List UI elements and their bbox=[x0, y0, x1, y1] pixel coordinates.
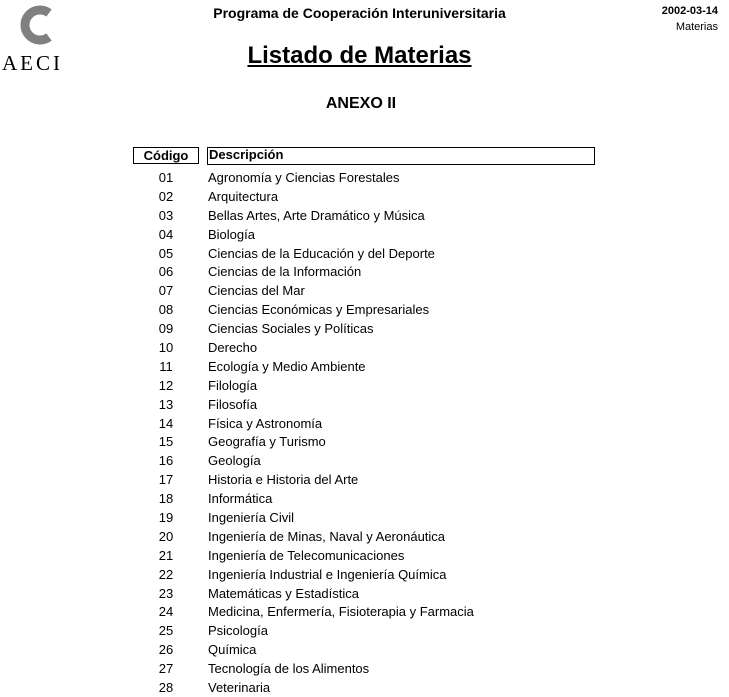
table-row bbox=[0, 565, 729, 584]
row-description: Historia e Historia del Arte bbox=[208, 472, 359, 488]
row-description: Informática bbox=[208, 491, 273, 507]
row-code: 09 bbox=[158, 321, 174, 337]
row-description: Ecología y Medio Ambiente bbox=[208, 358, 366, 374]
row-code: 25 bbox=[158, 623, 174, 639]
table-row bbox=[0, 546, 729, 565]
row-description: Ingeniería de Telecomunicaciones bbox=[208, 547, 405, 563]
row-description: Medicina, Enfermería, Fisioterapia y Farmacia bbox=[208, 604, 474, 620]
table-row bbox=[0, 225, 729, 244]
row-code: 07 bbox=[158, 283, 174, 299]
report-date: 2002-03-14 bbox=[661, 5, 718, 17]
row-code: 23 bbox=[158, 585, 174, 601]
column-header-description: Descripción bbox=[207, 147, 595, 165]
row-code: 04 bbox=[158, 226, 174, 242]
row-description: Ingeniería Industrial e Ingeniería Química bbox=[208, 566, 447, 582]
row-description: Ciencias del Mar bbox=[208, 283, 305, 299]
table-row bbox=[0, 395, 729, 414]
row-code: 26 bbox=[158, 642, 174, 658]
row-code: 03 bbox=[158, 207, 174, 223]
row-description: Bellas Artes, Arte Dramático y Música bbox=[208, 207, 425, 223]
table-row bbox=[0, 262, 729, 281]
table-row bbox=[0, 527, 729, 546]
table-row bbox=[0, 659, 729, 678]
row-code: 13 bbox=[158, 396, 174, 412]
row-code: 11 bbox=[159, 358, 173, 374]
table-row bbox=[0, 621, 729, 640]
table-row bbox=[0, 206, 729, 225]
logo-text: AECI bbox=[2, 51, 63, 75]
row-description: Ciencias de la Información bbox=[208, 264, 362, 280]
table-row bbox=[0, 319, 729, 338]
program-title: Programa de Cooperación Interuniversitaria bbox=[213, 5, 506, 21]
row-description: Tecnología de los Alimentos bbox=[208, 661, 370, 677]
row-code: 28 bbox=[158, 680, 174, 696]
row-description: Geología bbox=[208, 453, 261, 469]
row-description: Ingeniería Civil bbox=[208, 510, 294, 526]
row-code: 27 bbox=[158, 661, 174, 677]
row-description: Psicología bbox=[208, 623, 268, 639]
row-code: 15 bbox=[158, 434, 174, 450]
row-code: 08 bbox=[158, 302, 174, 318]
table-row bbox=[0, 489, 729, 508]
row-description: Ciencias Sociales y Políticas bbox=[208, 321, 374, 337]
table-row bbox=[0, 470, 729, 489]
table-row bbox=[0, 244, 729, 263]
table-row bbox=[0, 338, 729, 357]
row-code: 02 bbox=[158, 188, 174, 204]
row-description: Ingeniería de Minas, Naval y Aeronáutica bbox=[208, 528, 446, 544]
row-description: Física y Astronomía bbox=[208, 415, 323, 431]
table-row bbox=[0, 432, 729, 451]
table-row bbox=[0, 584, 729, 603]
table-row bbox=[0, 357, 729, 376]
row-description: Filosofía bbox=[208, 396, 258, 412]
row-code: 06 bbox=[158, 264, 174, 280]
table-row bbox=[0, 376, 729, 395]
row-description: Ciencias de la Educación y del Deporte bbox=[208, 245, 435, 261]
row-description: Matemáticas y Estadística bbox=[208, 585, 359, 601]
subject-list bbox=[0, 168, 729, 697]
row-code: 05 bbox=[158, 245, 174, 261]
table-row bbox=[0, 640, 729, 659]
row-code: 16 bbox=[158, 453, 174, 469]
row-description: Ciencias Económicas y Empresariales bbox=[208, 302, 430, 318]
table-row bbox=[0, 168, 729, 187]
row-code: 14 bbox=[158, 415, 174, 431]
row-description: Biología bbox=[208, 226, 255, 242]
row-code: 01 bbox=[158, 170, 174, 185]
row-description: Veterinaria bbox=[208, 680, 271, 696]
page-title: Listado de Materias bbox=[247, 42, 472, 69]
table-row bbox=[0, 300, 729, 319]
row-description: Geografía y Turismo bbox=[208, 434, 326, 450]
table-row bbox=[0, 187, 729, 206]
row-description: Química bbox=[208, 642, 257, 658]
table-row bbox=[0, 602, 729, 621]
row-code: 17 bbox=[158, 472, 174, 488]
row-code: 12 bbox=[158, 377, 174, 393]
table-row bbox=[0, 414, 729, 433]
row-code: 20 bbox=[158, 528, 174, 544]
table-row bbox=[0, 451, 729, 470]
row-code: 18 bbox=[158, 491, 174, 507]
row-code: 10 bbox=[158, 340, 174, 356]
row-code: 22 bbox=[158, 566, 174, 582]
row-description: Agronomía y Ciencias Forestales bbox=[208, 170, 400, 185]
column-header-code: Código bbox=[133, 147, 199, 164]
table-row bbox=[0, 678, 729, 697]
report-section: Materias bbox=[675, 21, 718, 33]
row-code: 24 bbox=[158, 604, 174, 620]
annex-label: ANEXO II bbox=[325, 95, 397, 112]
row-code: 21 bbox=[158, 547, 174, 563]
table-row bbox=[0, 281, 729, 300]
table-row bbox=[0, 508, 729, 527]
row-code: 19 bbox=[158, 510, 174, 526]
row-description: Filología bbox=[208, 377, 258, 393]
row-description: Arquitectura bbox=[208, 188, 279, 204]
row-description: Derecho bbox=[208, 340, 258, 356]
